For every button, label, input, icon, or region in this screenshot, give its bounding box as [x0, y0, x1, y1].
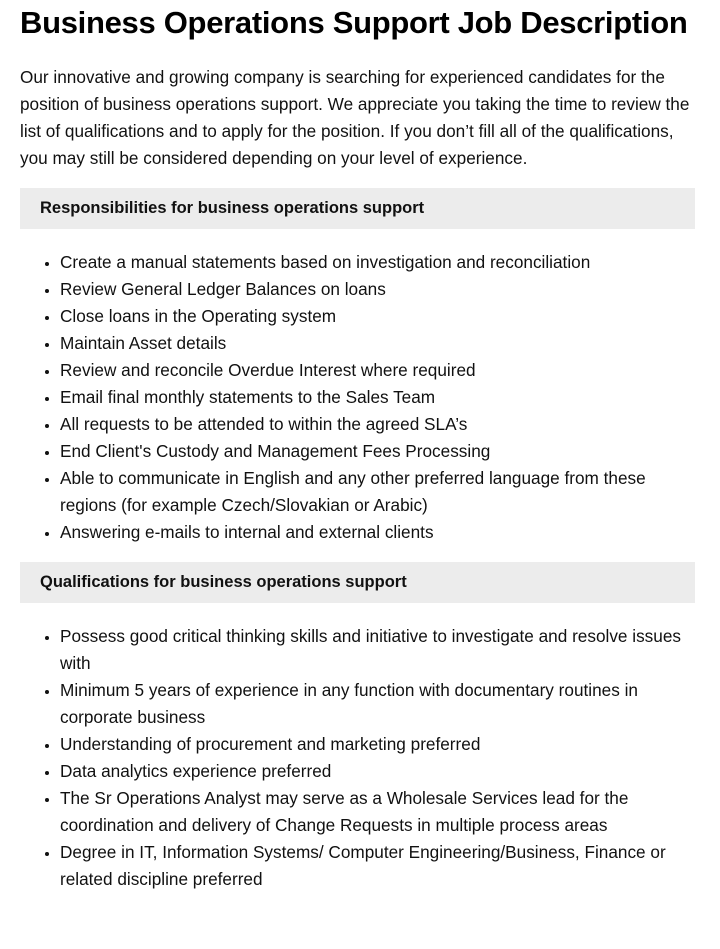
list-item: • Data analytics experience preferred	[60, 758, 695, 785]
list-item: • Review and reconcile Overdue Interest where required	[60, 357, 695, 384]
list-item: • End Client's Custody and Management Fees Processing	[60, 438, 695, 465]
list-item: • All requests to be attended to within the agreed SLA’s	[60, 411, 695, 438]
page-title: Business Operations Support Job Description	[20, 5, 688, 40]
section-heading-qualifications: Qualifications for business operations support	[20, 562, 695, 603]
list-item: • Understanding of procurement and marketing preferred	[60, 731, 695, 758]
list-item: • Minimum 5 years of experience in any function with documentary routines in corporate business	[60, 677, 695, 731]
intro-paragraph: Our innovative and growing company is searching for experienced candidates for the position of business operations support. We appreciate you taking the time to review the list of qualifications and to apply for the position. If you don’t fill all of the qualifications, you may still be considered depending on your level of experience.	[20, 67, 690, 168]
list-item: • The Sr Operations Analyst may serve as a Wholesale Services lead for the coordination and delivery of Change Requests in multiple process areas	[60, 785, 695, 839]
qualifications-list	[20, 623, 695, 893]
list-item: • Email final monthly statements to the Sales Team	[60, 384, 695, 411]
responsibilities-list	[20, 249, 695, 546]
list-item: • Able to communicate in English and any other preferred language from these regions (for example Czech/Slovakian or Arabic)	[60, 465, 695, 519]
list-item: • Review General Ledger Balances on loans	[60, 276, 695, 303]
list-item: • Answering e-mails to internal and external clients	[60, 519, 695, 546]
list-item: • Create a manual statements based on investigation and reconciliation	[60, 249, 695, 276]
list-item: • Maintain Asset details	[60, 330, 695, 357]
list-item: • Close loans in the Operating system	[60, 303, 695, 330]
list-item: • Possess good critical thinking skills and initiative to investigate and resolve issues with	[60, 623, 695, 677]
list-item: • Degree in IT, Information Systems/ Computer Engineering/Business, Finance or related discipline preferred	[60, 839, 695, 893]
section-heading-responsibilities: Responsibilities for business operations support	[20, 188, 695, 229]
